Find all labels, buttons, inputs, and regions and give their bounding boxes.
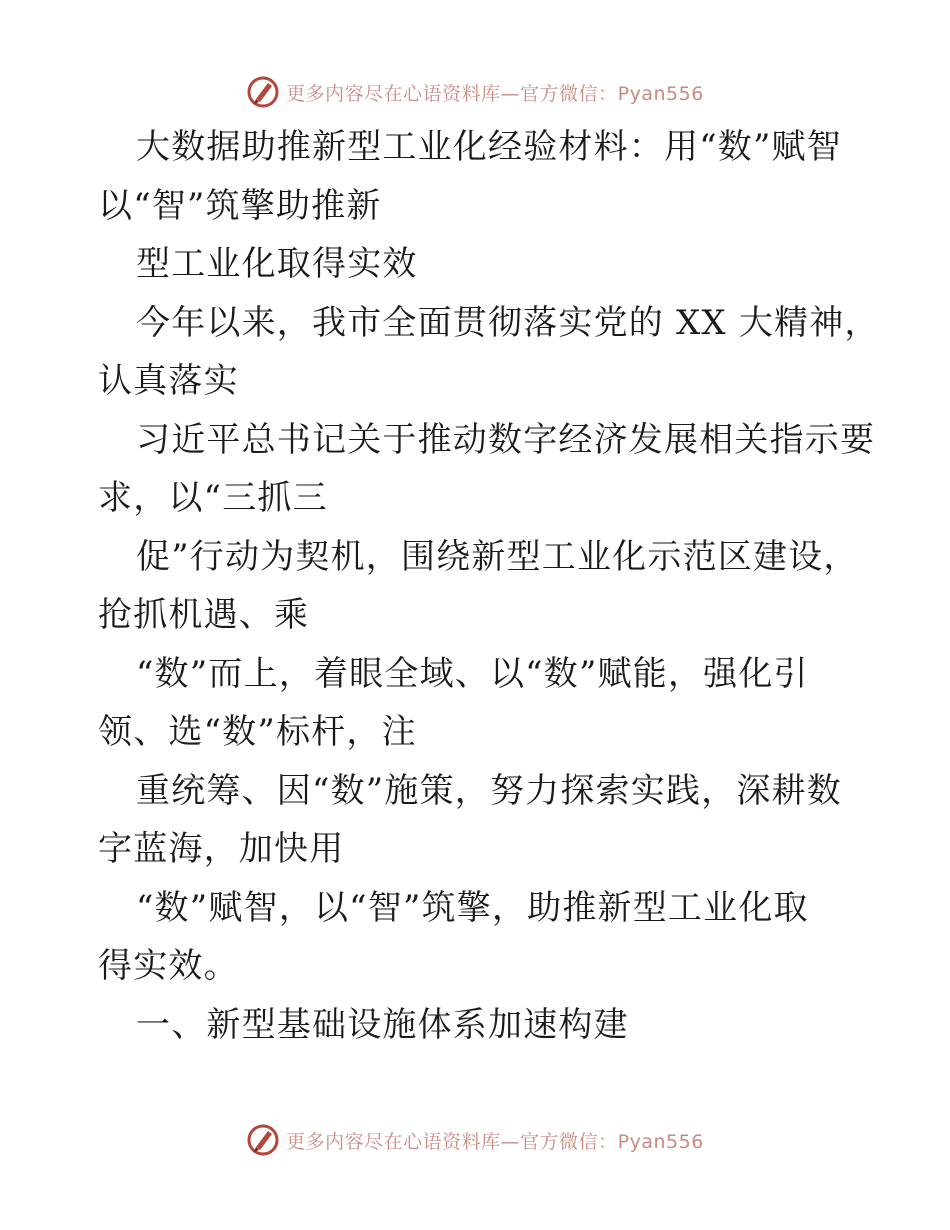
body-line-9: 重统筹、因“数”施策，努力探索实践，深耕数	[136, 770, 842, 811]
section-heading: 一、新型基础设施体系加速构建	[136, 1004, 629, 1045]
body-line-4: 求，以“三抓三	[98, 478, 328, 518]
body-line-11: “数”赋智，以“智”筑擎，助推新型工业化取	[136, 887, 809, 928]
body-line-2: 认真落实	[98, 361, 239, 401]
title-line-3: 型工业化取得实效	[136, 244, 418, 284]
body-line-1: 今年以来，我市全面贯彻落实党的 XX 大精神，	[136, 302, 880, 343]
title-line-2: 以“智”筑擎助推新	[98, 185, 382, 226]
title-line-1: 大数据助推新型工业化经验材料：用“数”赋智	[136, 127, 842, 167]
body-line-6: 抢抓机遇、乘	[98, 595, 310, 635]
body-line-3: 习近平总书记关于推动数字经济发展相关指示要	[136, 419, 876, 460]
body-line-8: 领、选“数”标杆，注	[98, 712, 417, 752]
body-line-7: “数”而上，着眼全域、以“数”赋能，强化引	[136, 653, 809, 694]
body-line-5: 促”行动为契机，围绕新型工业化示范区建设，	[136, 536, 859, 577]
watermark-text: 更多内容尽在心语资料库—官方微信：Pyan556	[286, 1130, 704, 1153]
footer-watermark	[0, 1120, 950, 1160]
body-line-12: 得实效。	[98, 946, 239, 986]
header-watermark	[0, 72, 950, 112]
body-line-10: 字蓝海，加快用	[98, 829, 345, 869]
pen-logo-icon	[246, 75, 280, 109]
watermark-text: 更多内容尽在心语资料库—官方微信：Pyan556	[286, 82, 704, 105]
pen-logo-icon	[246, 1123, 280, 1157]
document-body	[98, 118, 880, 1054]
